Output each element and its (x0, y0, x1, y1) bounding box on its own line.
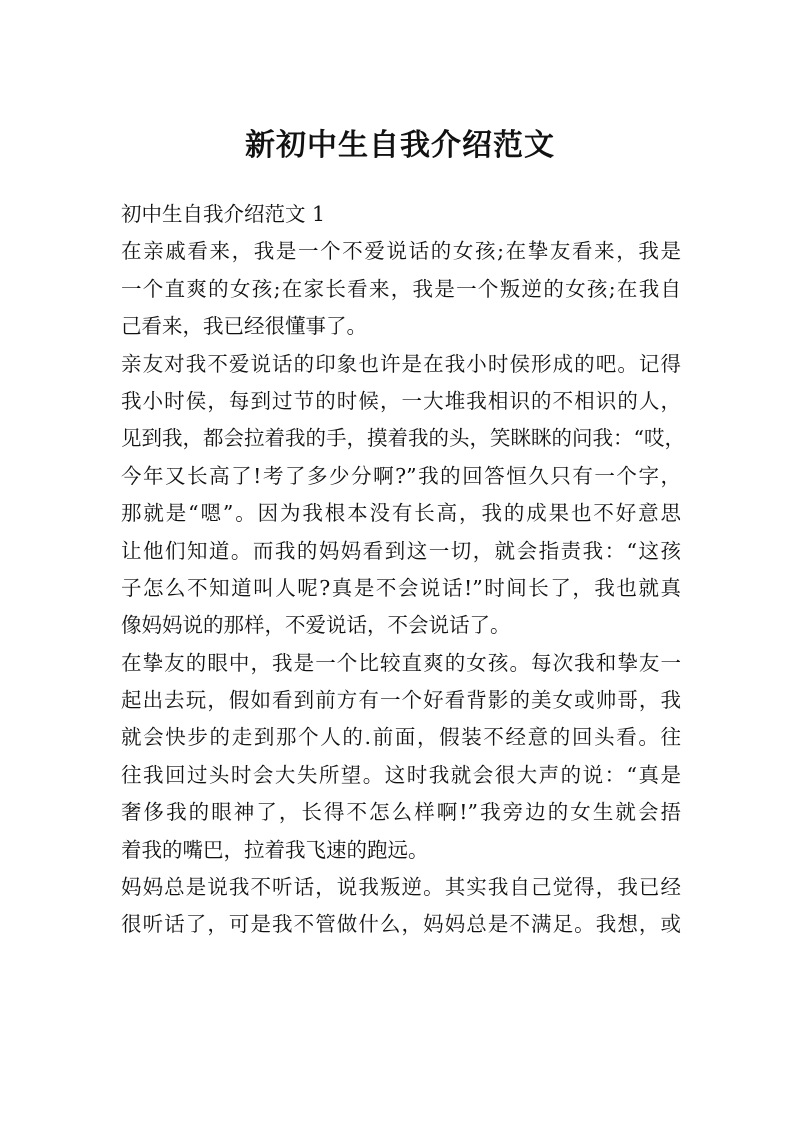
text-line: 子怎么不知道叫人呢?真是不会说话!”时间长了，我也就真 (121, 575, 681, 600)
text-line: 就会快步的走到那个人的.前面，假装不经意的回头看。往 (121, 725, 681, 750)
document-body (121, 196, 685, 944)
text-line: 妈妈总是说我不听话，说我叛逆。其实我自己觉得，我已经 (121, 875, 681, 900)
document-title: 新初中生自我介绍范文 (245, 128, 555, 163)
text-line: 见到我，都会拉着我的手，摸着我的头，笑眯眯的问我：“哎， (121, 426, 685, 451)
text-line: 一个直爽的女孩;在家长看来，我是一个叛逆的女孩;在我自 (121, 276, 681, 301)
text-line: 我小时侯，每到过节的时候，一大堆我相识的不相识的人， (121, 388, 681, 413)
section-heading: 初中生自我介绍范文 1 (121, 202, 326, 226)
text-line: 己看来，我已经很懂事了。 (121, 314, 367, 339)
text-line: 着我的嘴巴，拉着我飞速的跑远。 (121, 837, 429, 862)
text-line: 在挚友的眼中，我是一个比较直爽的女孩。每次我和挚友一 (121, 650, 681, 675)
text-line: 起出去玩，假如看到前方有一个好看背影的美女或帅哥，我 (121, 688, 681, 713)
text-line: 往我回过头时会大失所望。这时我就会很大声的说：“真是 (121, 762, 681, 787)
text-line: 今年又长高了!考了多少分啊?”我的回答恒久只有一个字， (121, 463, 681, 488)
text-line: 亲友对我不爱说话的印象也许是在我小时侯形成的吧。记得 (121, 351, 681, 376)
text-line: 那就是“嗯”。因为我根本没有长高，我的成果也不好意思 (121, 501, 681, 526)
text-line: 奢侈我的眼神了，长得不怎么样啊!”我旁边的女生就会捂 (121, 800, 681, 825)
text-line: 在亲戚看来，我是一个不爱说话的女孩;在挚友看来，我是 (121, 239, 681, 264)
text-line: 很听话了，可是我不管做什么，妈妈总是不满足。我想，或 (121, 912, 681, 937)
text-line: 像妈妈说的那样，不爱说话，不会说话了。 (121, 613, 511, 638)
text-line: 让他们知道。而我的妈妈看到这一切，就会指责我：“这孩 (121, 538, 681, 563)
